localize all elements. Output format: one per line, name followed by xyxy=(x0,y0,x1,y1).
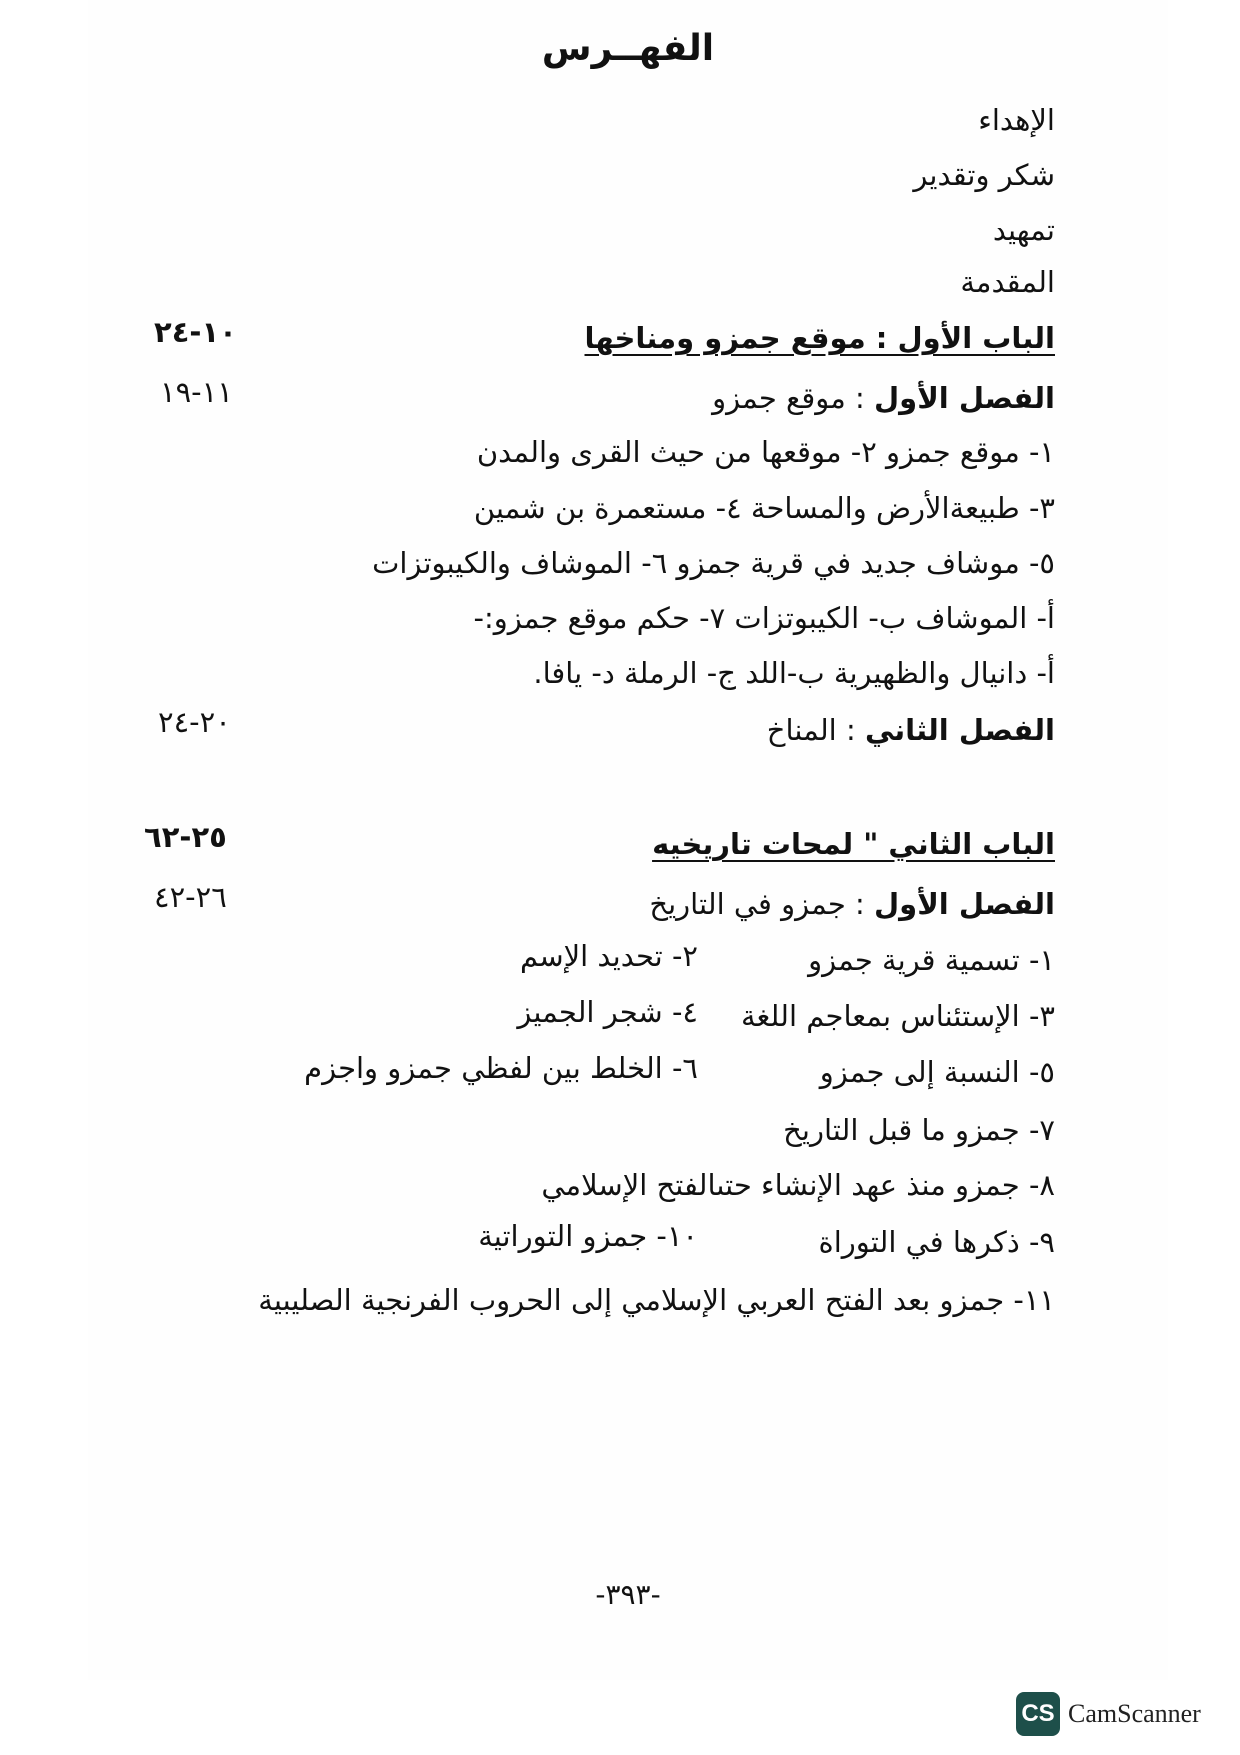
part2-chapter1 xyxy=(649,884,1055,924)
part1-chapter2 xyxy=(767,710,1055,750)
part1-chapter1-pages: ١١-١٩ xyxy=(160,375,233,409)
list-item: ٩- ذكرها في التوراة xyxy=(818,1225,1055,1259)
list-item: ٥- النسبة إلى جمزو xyxy=(819,1055,1055,1089)
toc-introduction: المقدمة xyxy=(960,265,1055,299)
chapter-title: : المناخ xyxy=(766,713,865,747)
chapter-label: الفصل الأول xyxy=(874,381,1055,415)
camscanner-watermark xyxy=(1016,1690,1201,1738)
chapter-label: الفصل الأول xyxy=(874,887,1055,921)
list-item: أ- الموشاف ب- الكيبوتزات ٧- حكم موقع جمزو:- xyxy=(473,601,1055,635)
toc-preface: تمهيد xyxy=(992,213,1055,247)
chapter-title: : جمزو في التاريخ xyxy=(649,887,875,921)
list-item: ١- موقع جمزو ٢- موقعها من حيث القرى والمدن xyxy=(476,435,1055,469)
camscanner-logo-icon: CS xyxy=(1016,1692,1060,1736)
list-item: ٨- جمزو منذ عهد الإنشاء حتىالفتح الإسلامي xyxy=(541,1168,1055,1202)
list-item: ٥- موشاف جديد في قرية جمزو ٦- الموشاف والكيبوتزات xyxy=(372,546,1055,580)
page-number: -٣٩٣- xyxy=(595,1578,661,1611)
list-item: ٦- الخلط بين لفظي جمزو واجزم xyxy=(304,1051,698,1085)
list-item: ٣- طبيعةالأرض والمساحة ٤- مستعمرة بن شمين xyxy=(473,491,1055,525)
list-item: ٤- شجر الجميز xyxy=(517,995,698,1029)
part2-pages: ٢٥-٦٢ xyxy=(144,820,227,854)
list-item: ٢- تحديد الإسم xyxy=(520,939,698,973)
chapter-label: الفصل الثاني xyxy=(864,713,1055,747)
part2-chapter1-pages: ٢٦-٤٢ xyxy=(154,880,227,914)
page-title: الفهــرس xyxy=(541,28,715,69)
list-item: أ- دانيال والظهيرية ب-اللد ج- الرملة د- يافا. xyxy=(533,656,1055,690)
part1-chapter1 xyxy=(712,378,1055,418)
toc-dedication: الإهداء xyxy=(978,103,1055,137)
part1-chapter2-pages: ٢٠-٢٤ xyxy=(158,705,231,739)
list-item: ٧- جمزو ما قبل التاريخ xyxy=(783,1113,1055,1147)
part2-heading: الباب الثاني " لمحات تاريخيه xyxy=(652,827,1055,861)
list-item: ١- تسمية قرية جمزو xyxy=(808,943,1055,977)
part1-heading: الباب الأول : موقع جمزو ومناخها xyxy=(584,321,1055,355)
scanned-page xyxy=(88,0,1168,1680)
list-item: ٣- الإستئناس بمعاجم اللغة xyxy=(740,999,1055,1033)
chapter-title: : موقع جمزو xyxy=(712,381,875,415)
camscanner-text: CamScanner xyxy=(1068,1699,1201,1728)
list-item: ١١- جمزو بعد الفتح العربي الإسلامي إلى الحروب الفرنجية الصليبية xyxy=(258,1283,1055,1317)
toc-thanks: شكر وتقدير xyxy=(913,158,1055,192)
list-item: ١٠- جمزو التوراتية xyxy=(478,1219,698,1253)
part1-pages: ١٠-٢٤ xyxy=(154,315,237,349)
